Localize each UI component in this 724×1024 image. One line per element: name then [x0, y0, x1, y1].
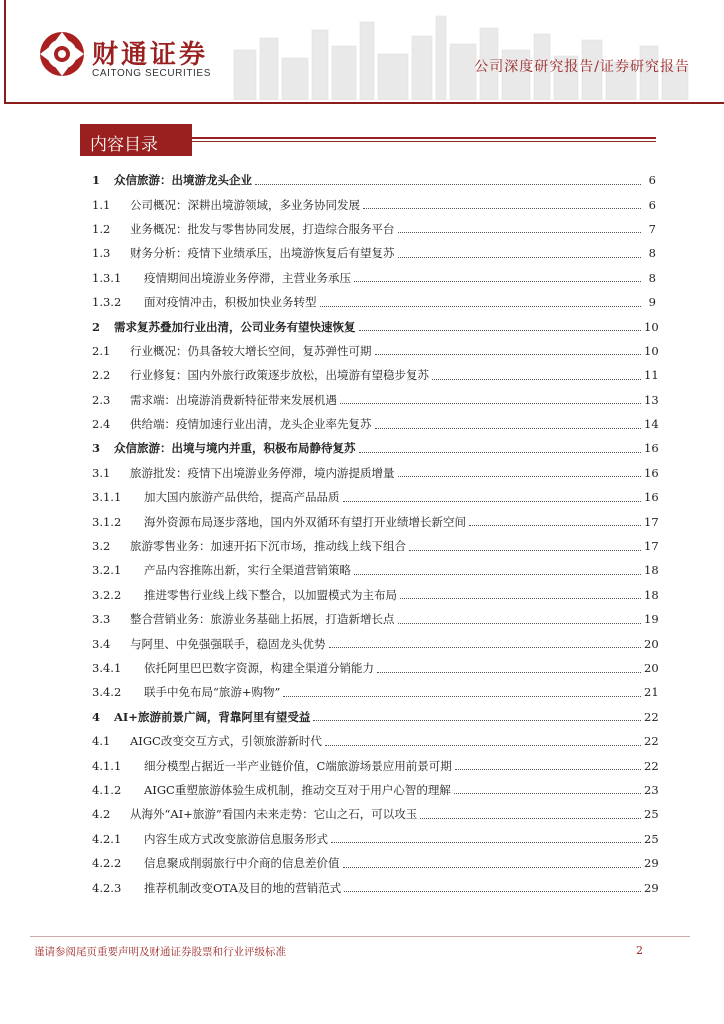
toc-entry-number: 3.3: [92, 612, 111, 627]
toc-entry-number: 4.2: [92, 807, 111, 822]
toc-title: 内容目录: [80, 124, 192, 156]
toc-entry-page: 20: [644, 636, 659, 651]
toc-dot-leader: [375, 354, 642, 355]
toc-entry-title[interactable]: 推荐机制改变OTA及目的地的营销范式: [144, 880, 342, 895]
toc-dot-leader: [320, 306, 642, 307]
toc-entry[interactable]: [92, 241, 656, 265]
table-of-contents: [92, 168, 659, 900]
toc-entry-title[interactable]: 公司概况：深耕出境游领域，多业务协同发展: [130, 197, 360, 212]
toc-entry-number: 3.1.1: [92, 490, 122, 505]
toc-entry[interactable]: [92, 802, 659, 826]
toc-entry-page: 19: [644, 612, 659, 627]
toc-title-rule-thin: [192, 141, 656, 142]
toc-entry-number: 3.1.2: [92, 514, 122, 529]
toc-entry-title[interactable]: 推进零售行业线上线下整合，以加盟模式为主布局: [144, 587, 397, 602]
toc-entry-page: 6: [648, 173, 656, 188]
toc-entry-page: 9: [648, 295, 656, 310]
toc-entry[interactable]: [92, 656, 659, 680]
toc-entry-number: 4: [92, 709, 101, 724]
toc-dot-leader: [469, 525, 641, 526]
toc-entry[interactable]: [92, 339, 659, 363]
toc-dot-leader: [354, 281, 641, 282]
toc-entry-number: 3.4.1: [92, 661, 122, 675]
toc-dot-leader: [343, 867, 642, 868]
toc-entry-number: 2.3: [92, 392, 111, 407]
toc-entry-page: 17: [644, 539, 659, 554]
toc-entry[interactable]: [92, 290, 656, 314]
toc-dot-leader: [377, 672, 641, 673]
toc-dot-leader: [375, 428, 642, 429]
brand-name: 财通证券: [92, 40, 209, 70]
toc-entry-page: 22: [644, 734, 659, 749]
toc-dot-leader: [283, 696, 641, 697]
toc-entry-number: 4.1: [92, 734, 111, 749]
toc-dot-leader: [325, 745, 641, 746]
toc-entry[interactable]: [92, 753, 659, 777]
toc-dot-leader: [329, 647, 642, 648]
toc-entry-title[interactable]: 旅游批发：疫情下出境游业务停滞，境内游提质增量: [130, 465, 395, 480]
toc-entry[interactable]: [92, 388, 659, 412]
toc-entry[interactable]: [92, 558, 659, 582]
toc-entry-page: 20: [644, 661, 659, 675]
toc-entry-number: 4.2.2: [92, 856, 122, 871]
toc-dot-leader: [340, 403, 641, 404]
page-footer: [0, 918, 724, 1024]
toc-entry[interactable]: [92, 314, 659, 338]
toc-entry-number: 1.3: [92, 246, 111, 261]
toc-entry-page: 22: [644, 709, 659, 724]
toc-entry[interactable]: [92, 534, 659, 558]
toc-entry-title[interactable]: 产品内容推陈出新，实行全渠道营销策略: [144, 563, 351, 578]
page-number: 2: [636, 944, 643, 957]
toc-entry-title[interactable]: 海外资源布局逐步落地，国内外双循环有望打开业绩增长新空间: [144, 514, 466, 529]
toc-entry-page: 25: [644, 831, 659, 846]
toc-entry-page: 29: [644, 856, 659, 871]
toc-entry[interactable]: [92, 851, 659, 875]
page-header: [0, 0, 724, 104]
toc-entry-page: 10: [644, 319, 659, 334]
toc-entry-title[interactable]: 供给端：疫情加速行业出清，龙头企业率先复苏: [130, 417, 372, 432]
toc-entry[interactable]: [92, 729, 659, 753]
toc-entry-number: 4.2.3: [92, 880, 122, 895]
toc-entry[interactable]: [92, 875, 659, 899]
toc-entry-title[interactable]: AIGC重塑旅游体验生成机制，推动交互对于用户心智的理解: [144, 782, 451, 797]
toc-entry-title[interactable]: AI+旅游前景广阔，背靠阿里有望受益: [114, 709, 311, 724]
toc-dot-leader: [400, 598, 641, 599]
toc-entry[interactable]: [92, 705, 659, 729]
toc-entry-title[interactable]: 整合营销业务：旅游业务基础上拓展，打造新增长点: [130, 612, 395, 627]
toc-dot-leader: [359, 452, 642, 453]
toc-entry[interactable]: [92, 827, 659, 851]
toc-entry-number: 3: [92, 441, 101, 456]
toc-entry-page: 7: [648, 221, 656, 236]
footer-disclaimer: 谨请参阅尾页重要声明及财通证券股票和行业评级标准: [34, 946, 286, 958]
footer-rule: [30, 936, 690, 937]
toc-entry-page: 8: [648, 246, 656, 261]
toc-dot-leader: [398, 232, 642, 233]
toc-entry-page: 6: [648, 197, 656, 212]
toc-dot-leader: [331, 842, 641, 843]
toc-dot-leader: [432, 379, 641, 380]
toc-entry-page: 18: [644, 563, 659, 578]
toc-entry-page: 14: [644, 417, 659, 432]
toc-entry-page: 13: [644, 392, 659, 407]
toc-entry-page: 16: [644, 465, 659, 480]
toc-entry-title[interactable]: 旅游零售业务：加速开拓下沉市场，推动线上线下组合: [130, 539, 406, 554]
toc-entry-number: 4.1.1: [92, 758, 122, 773]
toc-entry-page: 16: [644, 441, 659, 456]
toc-entry-page: 16: [644, 490, 659, 505]
toc-entry-page: 22: [644, 758, 659, 773]
toc-entry-page: 29: [644, 880, 659, 895]
toc-entry-number: 1.2: [92, 221, 111, 236]
toc-dot-leader: [359, 330, 642, 331]
toc-dot-leader: [398, 623, 642, 624]
toc-entry-title[interactable]: 行业概况：仍具备较大增长空间，复苏弹性可期: [130, 343, 372, 358]
toc-entry-title[interactable]: 与阿里、中免强强联手，稳固龙头优势: [130, 636, 326, 651]
toc-entry-number: 3.1: [92, 465, 111, 480]
toc-entry-number: 3.2: [92, 539, 111, 554]
toc-entry[interactable]: [92, 680, 659, 704]
toc-entry-title[interactable]: 依托阿里巴巴数字资源，构建全渠道分销能力: [144, 661, 374, 675]
toc-entry-number: 3.2.1: [92, 563, 122, 578]
toc-entry-title[interactable]: 疫情期间出境游业务停滞，主营业务承压: [144, 270, 351, 285]
toc-entry-title[interactable]: 面对疫情冲击，积极加快业务转型: [144, 295, 317, 310]
toc-entry-number: 4.1.2: [92, 782, 122, 797]
toc-entry-title[interactable]: 业务概况：批发与零售协同发展，打造综合服务平台: [130, 221, 395, 236]
toc-dot-leader: [398, 476, 642, 477]
toc-dot-leader: [343, 501, 642, 502]
toc-entry[interactable]: [92, 607, 659, 631]
toc-entry-number: 3.4.2: [92, 685, 122, 700]
toc-entry-title[interactable]: 众信旅游：出境与境内并重，积极布局静待复苏: [114, 441, 356, 456]
toc-entry-number: 1.1: [92, 197, 111, 212]
toc-entry[interactable]: [92, 436, 659, 460]
toc-dot-leader: [420, 818, 641, 819]
toc-entry-number: 1: [92, 173, 101, 188]
toc-entry[interactable]: [92, 412, 659, 436]
toc-entry[interactable]: [92, 583, 659, 607]
toc-entry-number: 1.3.1: [92, 270, 122, 285]
toc-entry-title[interactable]: AIGC改变交互方式，引领旅游新时代: [130, 734, 322, 749]
toc-entry-number: 4.2.1: [92, 831, 122, 846]
toc-entry-title[interactable]: 从海外“AI+旅游”看国内未来走势：它山之石，可以攻玉: [130, 807, 418, 822]
toc-entry-page: 11: [644, 368, 659, 383]
toc-entry[interactable]: [92, 217, 656, 241]
toc-dot-leader: [455, 769, 641, 770]
toc-entry[interactable]: [92, 778, 659, 802]
toc-entry[interactable]: [92, 485, 659, 509]
toc-entry-title[interactable]: 需求复苏叠加行业出清，公司业务有望快速恢复: [114, 319, 356, 334]
toc-entry[interactable]: [92, 168, 656, 192]
toc-entry-title[interactable]: 信息聚成削弱旅行中介商的信息差价值: [144, 856, 340, 871]
toc-entry[interactable]: [92, 509, 659, 533]
toc-dot-leader: [409, 550, 641, 551]
toc-entry[interactable]: [92, 192, 656, 216]
toc-entry-title[interactable]: 内容生成方式改变旅游信息服务形式: [144, 831, 328, 846]
toc-dot-leader: [454, 793, 641, 794]
toc-entry-page: 23: [644, 782, 659, 797]
report-type: 公司深度研究报告/证券研究报告: [474, 59, 690, 75]
brand-name-en: CAITONG SECURITIES: [92, 68, 211, 79]
toc-entry-number: 1.3.2: [92, 295, 122, 310]
toc-entry-page: 17: [644, 514, 659, 529]
toc-entry-number: 2.1: [92, 343, 111, 358]
toc-entry-number: 2: [92, 319, 101, 334]
toc-entry-number: 3.4: [92, 636, 111, 651]
toc-entry-page: 25: [644, 807, 659, 822]
caitong-logo-icon: [38, 30, 86, 78]
toc-entry[interactable]: [92, 631, 659, 655]
toc-dot-leader: [363, 208, 641, 209]
toc-dot-leader: [344, 891, 641, 892]
toc-dot-leader: [313, 720, 641, 721]
toc-entry-page: 21: [644, 685, 659, 700]
toc-entry-page: 10: [644, 343, 659, 358]
toc-entry-title[interactable]: 联手中免布局“旅游+购物”: [144, 685, 281, 700]
skyline-illustration: [224, 10, 704, 100]
toc-dot-leader: [398, 257, 642, 258]
toc-entry-title[interactable]: 众信旅游：出境游龙头企业: [114, 173, 252, 188]
toc-entry-title[interactable]: 行业修复：国内外旅行政策逐步放松，出境游有望稳步复苏: [130, 368, 429, 383]
toc-entry-page: 8: [648, 270, 656, 285]
toc-dot-leader: [354, 574, 641, 575]
toc-entry-number: 3.2.2: [92, 587, 122, 602]
toc-entry-page: 18: [644, 587, 659, 602]
toc-entry-title[interactable]: 财务分析：疫情下业绩承压，出境游恢复后有望复苏: [130, 246, 395, 261]
toc-entry[interactable]: [92, 461, 659, 485]
toc-dot-leader: [255, 184, 641, 185]
toc-entry-title[interactable]: 需求端：出境游消费新特征带来发展机遇: [130, 392, 337, 407]
toc-entry[interactable]: [92, 363, 659, 387]
toc-entry-number: 2.2: [92, 368, 111, 383]
toc-entry-title[interactable]: 加大国内旅游产品供给，提高产品品质: [144, 490, 340, 505]
toc-entry-title[interactable]: 细分模型占据近一半产业链价值，C端旅游场景应用前景可期: [144, 758, 452, 773]
toc-entry-number: 2.4: [92, 417, 111, 432]
toc-entry[interactable]: [92, 266, 656, 290]
